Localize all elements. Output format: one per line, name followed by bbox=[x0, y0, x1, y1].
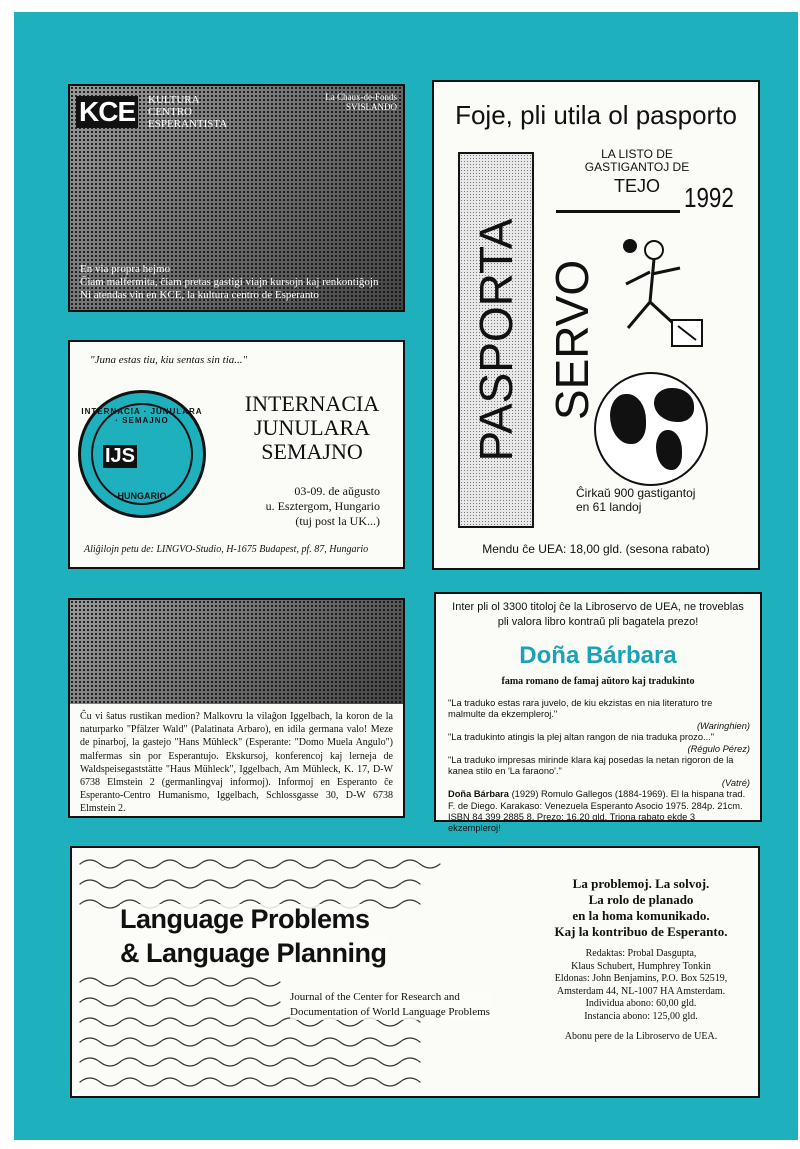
lplp-motto-line: La rolo de planado bbox=[588, 892, 694, 907]
lplp-motto-line: en la homa komunikado. bbox=[572, 908, 710, 923]
kce-advertisement bbox=[68, 84, 405, 312]
hotel-text: Ĉu vi ŝatus rustikan medion? Malkovru la vilaĝon Iggelbach, la koron de la naturparko "Pfälzer Wald" (Palatinata Arbaro), en idila germana valo! Meze de pinarboj, la gastejo "Hans Mühleck" (Esperante: "Domo Muela Angulo") malfermas sin por Esperantujo. Ekskursoj, konferencoj kaj lerneja de Waldspeisegaststätte "Haus Mühleck", Iggelbach, Am Mühleck, K. 17, D-W 6738 Elmstein 2 (germanlingvaj informoj). Informoj en Esperanto ĉe Esperanto-Centro Humanismo, Iggelbach, Schlossgasse 30, D-W 6738 Elmstein 2. bbox=[80, 711, 393, 815]
barbara-book-info: (1929) Romulo Gallegos (1884-1969). El la hispana trad. F. de Diego. Karakaso: Venezuela Esperanto Asocio 1975. 284p. 21cm. ISBN 84 399 2885 8. Prezo: 16,20 gld. Triona rabato ekde 3 ekzempleroj! bbox=[448, 789, 746, 834]
lplp-advertisement bbox=[70, 846, 760, 1098]
ijs-badge-center: IJS bbox=[105, 445, 136, 467]
pasporta-headline: Foje, pli utila ol pasporto bbox=[455, 100, 737, 130]
barbara-quote: "La tradukinto atingis la plej altan rangon de nia traduka prozo..." bbox=[448, 732, 715, 743]
lplp-info-line: Individua abono: 60,00 gld. bbox=[585, 998, 697, 1009]
pasporta-price: Mendu ĉe UEA: 18,00 gld. (sesona rabato) bbox=[482, 542, 710, 556]
pasporta-year: 1992 bbox=[684, 182, 734, 213]
ijs-badge-bottom: HUNGARIO bbox=[117, 491, 167, 501]
barbara-quote-author: (Waringhien) bbox=[696, 720, 750, 731]
traveler-illustration-icon bbox=[602, 232, 712, 372]
barbara-quote: "La traduko impresas mirinde klara kaj posedas la netan rigoron de la kanea stilo en 'La faraono'." bbox=[448, 755, 734, 777]
pasporta-listo-line: LA LISTO DE bbox=[601, 147, 673, 161]
ijs-dates bbox=[230, 484, 380, 529]
lplp-info-line: Instancia abono: 125,00 gld. bbox=[584, 1010, 698, 1022]
lplp-journal bbox=[290, 990, 490, 1020]
lplp-info-line: Eldonas: John Benjamins, P.O. Box 52519, bbox=[554, 973, 728, 984]
lplp-info bbox=[530, 948, 752, 1044]
barbara-intro: Inter pli ol 3300 titoloj ĉe la Libroservo de UEA, ne troveblas pli valora libro kontraŭ pli bagatela prezo! bbox=[452, 601, 744, 628]
lplp-title-line-1: Language Problems bbox=[120, 904, 370, 934]
kce-caption bbox=[80, 263, 393, 302]
kce-caption-line: En via propra hejmo bbox=[80, 263, 171, 275]
pasporta-vertical-title: PASPORTA SERVO bbox=[470, 218, 598, 462]
barbara-quote-author: (Vatré) bbox=[721, 777, 750, 788]
ijs-title bbox=[232, 392, 392, 464]
lplp-title-line-2: & Language Planning bbox=[120, 938, 387, 968]
barbara-quote: "La traduko estas rara juvelo, de kiu ekzistas en nia literaturo tre malmulte da ekzempleroj." bbox=[448, 698, 713, 720]
pasporta-count-line: Ĉirkaŭ 900 gastigantoj bbox=[576, 486, 696, 500]
lplp-journal-line: Journal of the Center for Research and bbox=[290, 991, 460, 1003]
lplp-info-column bbox=[530, 876, 752, 1044]
ijs-date-line: (tuj post la UK...) bbox=[295, 514, 380, 528]
pasporta-listo bbox=[562, 148, 712, 174]
hotel-photo bbox=[70, 600, 403, 704]
pasporta-listo-line: GASTIGANTOJ DE bbox=[584, 160, 690, 174]
kce-corner-text bbox=[325, 92, 397, 112]
kce-caption-line: Ni atendas vin en KCE, la kultura centro de Esperanto bbox=[80, 289, 319, 301]
barbara-title: Doña Bárbara bbox=[519, 642, 677, 669]
kce-corner-line: SVISLANDO bbox=[345, 102, 397, 112]
kce-logo: KCE bbox=[76, 96, 138, 128]
kce-logo-line: CENTRO bbox=[148, 106, 192, 118]
kce-corner-line: La Chaux-de-Fonds bbox=[325, 92, 397, 102]
ijs-date-line: u. Esztergom, Hungario bbox=[265, 499, 380, 513]
lplp-info-line: Amsterdam 44, NL-1007 HA Amsterdam. bbox=[556, 985, 726, 997]
hotel-advertisement bbox=[68, 598, 405, 818]
lplp-motto bbox=[530, 876, 752, 940]
ijs-badge-rim-text: INTERNACIA · JUNULARA · SEMAJNO bbox=[81, 407, 203, 425]
lplp-info-line: Abonu pere de la Libroservo de UEA. bbox=[564, 1031, 718, 1042]
ijs-advertisement bbox=[68, 340, 405, 569]
pasporta-tejo: TEJO bbox=[613, 176, 660, 196]
pasporta-rule bbox=[556, 210, 680, 213]
kce-caption-line: Ĉiam malfermita, ĉiam pretas gastigi viajn kursojn kaj renkontiĝojn bbox=[80, 276, 379, 288]
ijs-date-line: 03-09. de aŭgusto bbox=[294, 484, 380, 498]
ijs-badge-icon bbox=[78, 390, 206, 518]
kce-logo-text bbox=[148, 94, 227, 130]
ijs-title-line: JUNULARA bbox=[253, 415, 371, 440]
dona-barbara-advertisement bbox=[434, 592, 762, 834]
barbara-body bbox=[448, 698, 750, 835]
barbara-quote-author: (Régulo Pérez) bbox=[687, 743, 750, 754]
ijs-footer: Aliĝilojn petu de: LINGVO-Studio, H-1675 Budapest, pf. 87, Hungario bbox=[84, 544, 369, 555]
globe-icon bbox=[594, 372, 708, 486]
globe-land bbox=[656, 430, 682, 470]
ijs-title-line: SEMAJNO bbox=[261, 439, 363, 464]
lplp-info-line: Redaktas: Probal Dasgupta, bbox=[585, 948, 697, 959]
globe-land bbox=[654, 388, 694, 422]
globe-land bbox=[610, 394, 646, 444]
kce-logo-line: ESPERANTISTA bbox=[148, 118, 228, 130]
ijs-title-line: INTERNACIA bbox=[244, 391, 380, 416]
lplp-journal-line: Documentation of World Language Problems bbox=[290, 1006, 490, 1018]
lplp-info-line: Klaus Schubert, Humphrey Tonkin bbox=[571, 960, 711, 972]
pasporta-count-line: en 61 landoj bbox=[576, 500, 642, 514]
lplp-motto-line: La problemoj. La solvoj. bbox=[572, 876, 710, 891]
pasporta-servo-advertisement bbox=[432, 80, 760, 570]
kce-logo-line: KULTURA bbox=[148, 94, 200, 106]
lplp-motto-line: Kaj la kontribuo de Esperanto. bbox=[554, 924, 728, 939]
pasporta-count bbox=[576, 486, 695, 514]
ijs-quote: "Juna estas tiu, kiu sentas sin tia..." bbox=[90, 354, 248, 366]
handwriting-background-icon bbox=[72, 848, 512, 1100]
barbara-book-info-block bbox=[448, 789, 750, 835]
barbara-subtitle: fama romano de famaj aŭtoro kaj tradukinto bbox=[501, 676, 695, 687]
barbara-book-title: Doña Bárbara bbox=[448, 789, 509, 800]
